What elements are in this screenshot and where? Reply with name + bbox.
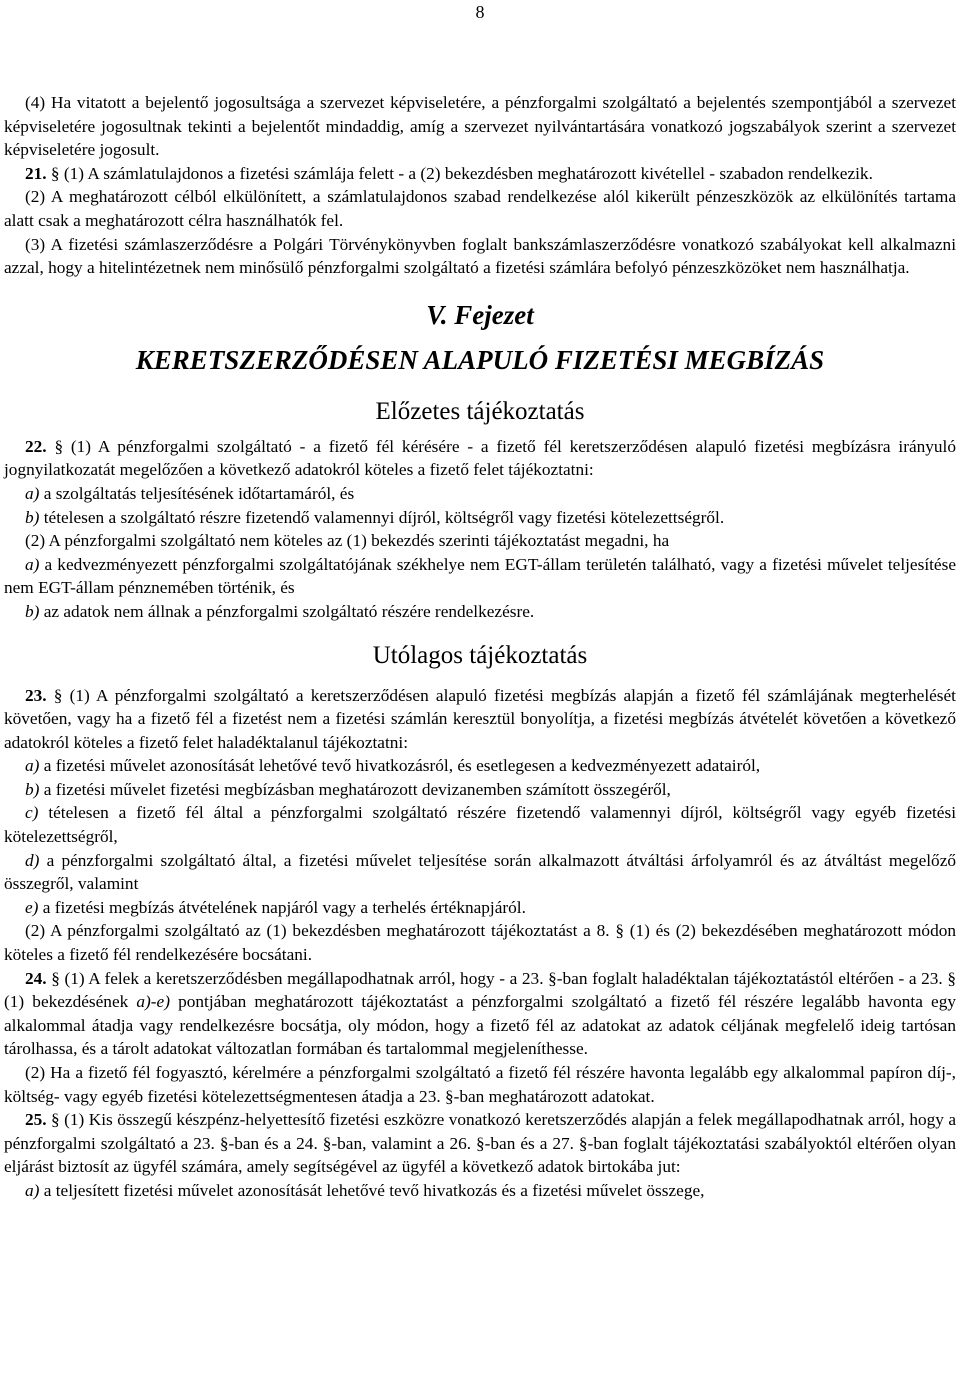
list-item (4, 600, 956, 624)
section-heading-subsequent-information: Utólagos tájékoztatás (372, 641, 588, 669)
list-text: a teljesített fizetési művelet azonosítását lehetővé tevő hivatkozás és a fizetési művelet összege, (39, 1180, 705, 1200)
list-item (4, 849, 956, 896)
chapter-title: V. Fejezet (426, 299, 534, 330)
paragraph-22-2: (2) A pénzforgalmi szolgáltató nem köteles az (1) bekezdés szerinti tájékoztatást megadni, ha (25, 531, 670, 551)
page-number: 8 (475, 2, 485, 22)
section-number: 24. (25, 968, 47, 988)
chapter-subtitle: KERETSZERZŐDÉSEN ALAPULÓ FIZETÉSI MEGBÍZÁS (135, 344, 825, 375)
list-text: a fizetési művelet fizetési megbízásban meghatározott devizanemben számított összegéről, (39, 779, 671, 799)
list-text: az adatok nem állnak a pénzforgalmi szolgáltató részére rendelkezésre. (39, 601, 535, 621)
section-number: 25. (25, 1110, 47, 1130)
list-text: tételesen a szolgáltató részre fizetendő valamennyi díjról, költségről vagy fizetési kötelezettségről. (39, 507, 725, 527)
list-label: a) (25, 483, 40, 503)
list-item (4, 801, 956, 848)
paragraph-20-4: (4) Ha vitatott a bejelentő jogosultsága a szervezet képviseletére, a pénzforgalmi szolgáltató a bejelentés szempontjából a szervezet képviseletére jogosultnak tekinti a bejelentőt mindaddig, amíg a szervezet nyilvántartására vonatkozó jogszabályok szerint a szervezet képviseletére jogosult. (4, 93, 956, 160)
list-item (4, 778, 956, 802)
paragraph-text: § (1) A felek a keretszerződésben megállapodhatnak arról, hogy - a 23. §-ban foglalt haladéktalan tájékoztatástól eltérően - a 23. § (1) bekezdésének (4, 968, 956, 1012)
section-number: 22. (25, 436, 47, 456)
paragraph-text: pontjában meghatározott tájékoztatást a pénzforgalmi szolgáltató a fizető fél részére legalább havonta egy alkalommal átadja vagy rendelkezésre bocsátja, oly módon, hogy a fizető fél az adatokat az adatok céljának megfelelő ideig tartósan tárolhassa, és a tárolt adatokat változatlan formában és tartalommal megjeleníthesse. (4, 992, 956, 1059)
list-label: e) (25, 897, 39, 917)
list-text: tételesen a fizető fél által a pénzforgalmi szolgáltató részére fizetendő valamennyi díjról, költségről vagy egyéb fizetési kötelezettségről, (4, 803, 956, 847)
paragraph-text: § (1) Kis összegű készpénz-helyettesítő fizetési eszközre vonatkozó keretszerződés alapján a felek megállapodhatnak arról, hogy a pénzforgalmi szolgáltató a 23. §-ban és a 24. §-ban, valamint a 26. §-ban és a 27. §-ban foglalt tájékoztatási szabályoktól eltérően olyan eljárást biztosít az ügyfél számára, amely segítségével az ügyfél a következő adatok birtokába jut: (4, 1110, 956, 1177)
paragraph-23-2: (2) A pénzforgalmi szolgáltató az (1) bekezdésben meghatározott tájékoztatást a 8. § (1) és (2) bekezdésében meghatározott módon köteles a fizető fél rendelkezésére bocsátani. (4, 921, 956, 965)
list-item (4, 1179, 956, 1203)
list-label: b) (25, 507, 40, 527)
list-item (4, 506, 956, 530)
list-item (4, 754, 956, 778)
list-text: a szolgáltatás teljesítésének időtartamáról, és (39, 483, 355, 503)
list-label: a) (25, 1180, 40, 1200)
section-number: 21. (25, 163, 47, 183)
list-item (4, 896, 956, 920)
list-item (4, 553, 956, 600)
paragraph-24-2: (2) Ha a fizető fél fogyasztó, kérelmére a pénzforgalmi szolgáltató a fizető fél részére havonta legalább egy alkalommal papíron díj-, költség- vagy egyéb fizetési kötelezettségmentesen átadja a 23. §-ban meghatározott adatokat. (4, 1063, 956, 1106)
list-label: d) (25, 850, 40, 870)
section-heading-prior-information: Előzetes tájékoztatás (375, 397, 585, 425)
paragraph-21-1 (4, 162, 956, 186)
list-text: a fizetési művelet azonosítását lehetővé tevő hivatkozásról, és esetlegesen a kedvezményezett adatairól, (39, 756, 761, 776)
paragraph-25-1 (4, 1108, 956, 1179)
paragraph-text: § (1) A pénzforgalmi szolgáltató a keretszerződésen alapuló fizetési megbízás alapján a fizető fél számlájának megterhelését követően, vagy ha a fizető fél a fizetést nem a fizetési számlán keresztül bonyolítja, a fizetési megbízás átvételét követően a következő adatokról köteles a fizető felet haladéktalanul tájékoztatni: (4, 685, 956, 752)
paragraph-22-1 (4, 435, 956, 482)
section-number: 23. (25, 685, 47, 705)
paragraph-21-2: (2) A meghatározott célból elkülönített, a számlatulajdonos szabad rendelkezése alól kikerült pénzeszközök az elkülönítés tartama alatt csak a meghatározott célra használhatók fel. (4, 187, 956, 230)
point-reference: a)-e) (136, 992, 170, 1012)
list-text: a kedvezményezett pénzforgalmi szolgáltatójának székhelye nem EGT-állam területén található, vagy a fizetési művelet teljesítése nem EGT-állam pénznemében történik, és (4, 554, 956, 598)
paragraph-24-1 (4, 967, 956, 1061)
list-label: c) (25, 803, 39, 823)
paragraph-text: § (1) A pénzforgalmi szolgáltató - a fizető fél kérésére - a fizető fél keretszerződésen alapuló fizetési megbízásra irányuló jognyilatkozatát megelőzően a következő adatokról köteles a fizető felet tájékoztatni: (4, 436, 956, 480)
list-text: a fizetési megbízás átvételének napjáról vagy a terhelés értéknapjáról. (38, 897, 526, 917)
paragraph-23-1 (4, 684, 956, 755)
paragraph-text: § (1) A számlatulajdonos a fizetési számlája felett - a (2) bekezdésben meghatározott kivétellel - szabadon rendelkezik. (46, 163, 873, 183)
list-label: b) (25, 779, 40, 799)
document-body (4, 91, 956, 1203)
list-label: a) (25, 756, 40, 776)
list-text: a pénzforgalmi szolgáltató által, a fizetési művelet teljesítése során alkalmazott átváltási árfolyamról és az átváltást megelőző összegről, valamint (4, 850, 956, 894)
paragraph-21-3: (3) A fizetési számlaszerződésre a Polgári Törvénykönyvben foglalt bankszámlaszerződésre vonatkozó szabályokat kell alkalmazni azzal, hogy a hitelintézetnek nem minősülő pénzforgalmi szolgáltató a fizetési számlára befolyó pénzeszközöket nem használhatja. (4, 234, 956, 278)
list-label: b) (25, 601, 40, 621)
list-item (4, 482, 956, 506)
list-label: a) (25, 554, 40, 574)
